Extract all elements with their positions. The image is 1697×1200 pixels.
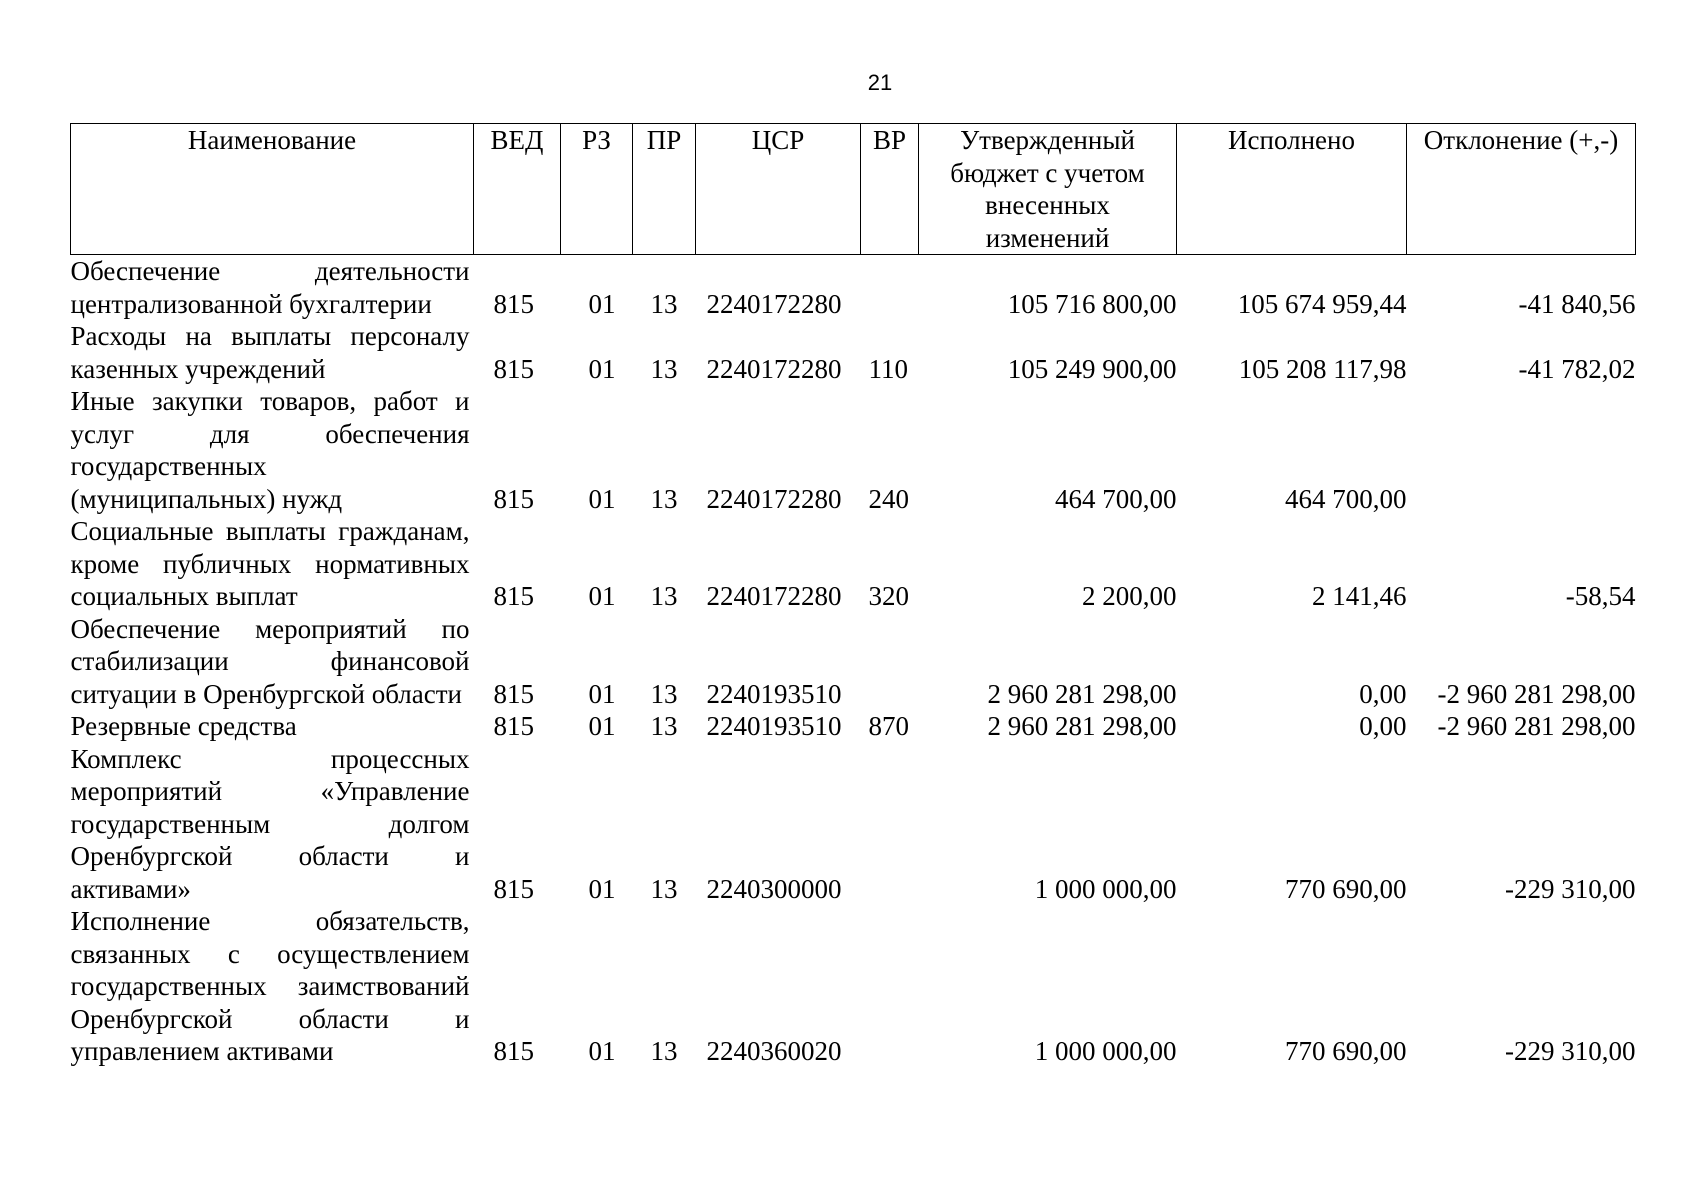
table-row [71, 320, 1636, 385]
row-deviation: -2 960 281 298,00 [1437, 678, 1636, 709]
header-pr: ПР [633, 124, 696, 255]
row-executed: 464 700,00 [1285, 483, 1407, 514]
row-rz: 01 [588, 353, 616, 384]
row-rz: 01 [588, 873, 616, 904]
row-deviation [1407, 385, 1636, 515]
header-rz: РЗ [561, 124, 633, 255]
row-rz: 01 [588, 288, 616, 319]
page-number: 21 [867, 70, 893, 95]
row-csr: 2240300000 [706, 873, 842, 904]
row-ved: 815 [493, 483, 534, 514]
row-ved: 815 [493, 678, 534, 709]
row-vr [861, 905, 919, 1068]
row-csr: 2240172280 [706, 581, 842, 611]
row-deviation: -58,54 [1565, 581, 1636, 611]
row-pr: 13 [650, 711, 678, 741]
row-executed: 2 141,46 [1312, 581, 1407, 611]
row-pr: 13 [650, 581, 678, 611]
row-name: Комплекс процессных мероприятий «Управление государственным долгом Оренбургской области и активами» [70, 743, 470, 904]
row-pr: 13 [650, 1036, 678, 1066]
row-rz: 01 [588, 678, 616, 709]
header-vr: ВР [861, 124, 919, 255]
budget-execution-table [70, 123, 1636, 1068]
row-name: Расходы на выплаты персоналу казенных учреждений [70, 321, 470, 384]
row-rz: 01 [588, 483, 616, 514]
table-row [71, 743, 1636, 906]
table-row [71, 710, 1636, 743]
row-pr: 13 [650, 353, 678, 384]
row-name: Иные закупки товаров, работ и услуг для обеспечения государственных (муниципальных) нужд [70, 386, 470, 514]
row-csr: 2240360020 [706, 1036, 842, 1066]
row-csr: 2240172280 [706, 483, 842, 514]
row-executed: 0,00 [1359, 711, 1407, 741]
table-body [71, 255, 1636, 1068]
table-row [71, 385, 1636, 515]
row-executed: 105 208 117,98 [1238, 353, 1407, 384]
row-approved: 1 000 000,00 [1034, 1036, 1177, 1066]
row-ved: 815 [493, 288, 534, 319]
row-pr: 13 [650, 288, 678, 319]
row-vr: 110 [868, 353, 908, 384]
table-header-row [71, 124, 1636, 255]
row-ved: 815 [493, 1036, 534, 1066]
row-name: Обеспечение мероприятий по стабилизации финансовой ситуации в Оренбургской области [70, 613, 470, 709]
row-vr: 870 [868, 711, 909, 741]
header-approved-budget: Утвержденный бюджет с учетом внесенных изменений [919, 124, 1177, 255]
row-approved: 2 960 281 298,00 [987, 711, 1177, 741]
row-name: Социальные выплаты гражданам, кроме публичных нормативных социальных выплат [70, 516, 470, 611]
row-executed: 0,00 [1359, 678, 1407, 709]
row-csr: 2240172280 [706, 288, 842, 319]
row-pr: 13 [650, 873, 678, 904]
row-pr: 13 [650, 483, 678, 514]
header-csr: ЦСР [696, 124, 861, 255]
row-csr: 2240172280 [706, 353, 842, 384]
table-row [71, 613, 1636, 711]
row-rz: 01 [588, 711, 616, 741]
row-vr [861, 613, 919, 711]
row-approved: 2 200,00 [1082, 581, 1177, 611]
row-vr: 240 [868, 483, 909, 514]
row-name: Резервные средства [70, 711, 297, 741]
row-ved: 815 [493, 353, 534, 384]
header-executed: Исполнено [1177, 124, 1407, 255]
row-deviation: -2 960 281 298,00 [1437, 711, 1636, 741]
row-deviation: -41 840,56 [1518, 288, 1636, 319]
row-executed: 770 690,00 [1285, 873, 1407, 904]
row-executed: 770 690,00 [1285, 1036, 1407, 1066]
header-ved: ВЕД [474, 124, 561, 255]
row-ved: 815 [493, 873, 534, 904]
row-name: Обеспечение деятельности централизованной бухгалтерии [70, 256, 470, 319]
row-rz: 01 [588, 1036, 616, 1066]
table-row [71, 515, 1636, 613]
row-ved: 815 [493, 581, 534, 611]
header-name: Наименование [71, 124, 474, 255]
row-deviation: -229 310,00 [1505, 873, 1636, 904]
row-executed: 105 674 959,44 [1237, 288, 1407, 319]
row-vr [861, 743, 919, 906]
row-csr: 2240193510 [706, 678, 842, 709]
row-vr: 320 [868, 581, 909, 611]
row-rz: 01 [588, 581, 616, 611]
row-deviation: -229 310,00 [1505, 1036, 1636, 1066]
table-row [71, 905, 1636, 1068]
row-approved: 1 000 000,00 [1034, 873, 1177, 904]
row-deviation: -41 782,02 [1518, 353, 1636, 384]
row-pr: 13 [650, 678, 678, 709]
row-approved: 105 249 900,00 [1007, 353, 1177, 384]
row-name: Исполнение обязательств, связанных с осуществлением государственных заимствований Оренбургской области и управлением активами [70, 906, 470, 1066]
row-vr [861, 255, 919, 321]
row-approved: 464 700,00 [1055, 483, 1177, 514]
row-approved: 105 716 800,00 [1007, 288, 1177, 319]
table-row [71, 255, 1636, 321]
row-approved: 2 960 281 298,00 [987, 678, 1177, 709]
row-ved: 815 [493, 711, 534, 741]
header-deviation: Отклонение (+,-) [1407, 124, 1636, 255]
row-csr: 2240193510 [706, 711, 842, 741]
